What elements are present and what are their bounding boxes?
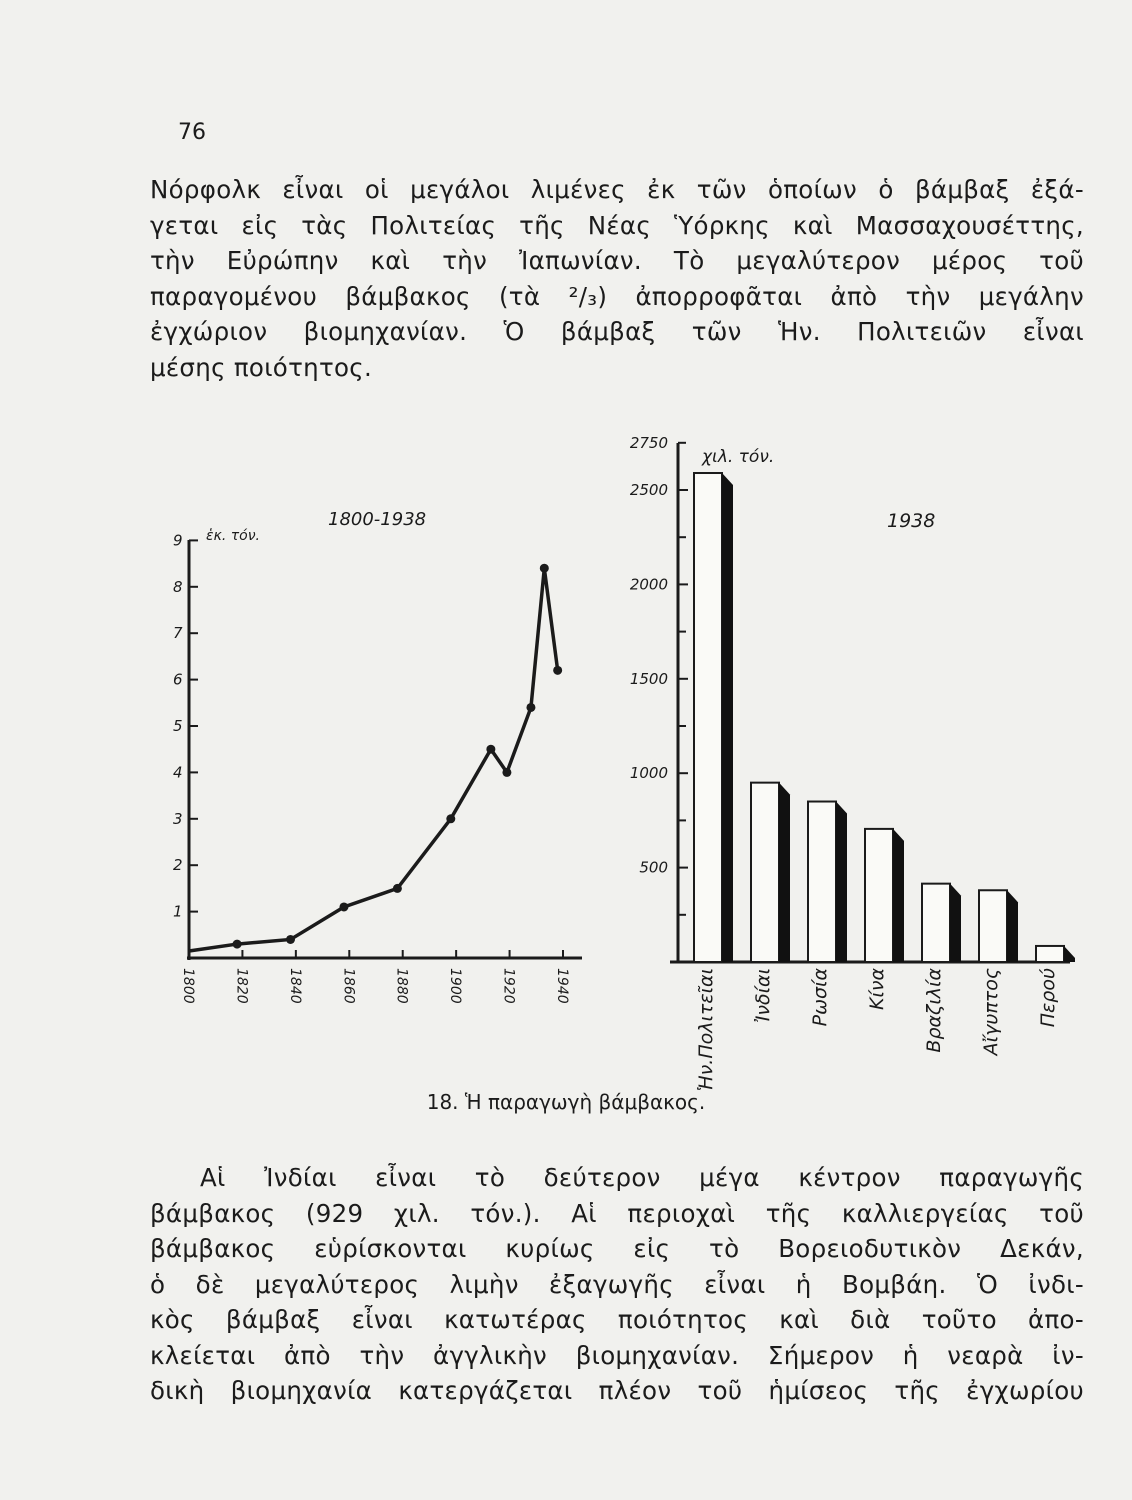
data-point <box>502 768 511 777</box>
category-label: Ἰνδίαι <box>752 968 774 1023</box>
x-tick-label: 1820 <box>233 968 250 1004</box>
bar <box>694 473 733 962</box>
line-series <box>189 568 558 951</box>
text-line: κὸς βάμβαξ εἶναι κατωτέρας ποιότητος καὶ διὰ τοῦτο ἀπο- <box>150 1305 1084 1334</box>
x-tick-label: 1800 <box>180 968 196 1004</box>
y-tick-label: 500 <box>639 858 668 877</box>
bar-chart-title: 1938 <box>887 510 936 532</box>
y-tick-label: 2500 <box>629 481 668 499</box>
bar-chart-1938 <box>630 434 1075 1091</box>
y-tick-label: 8 <box>173 577 183 596</box>
text-line: Νόρφολκ εἶναι οἱ μεγάλοι λιμένες ἐκ τῶν ὁποίων ὁ βάμβαξ ἐξά- <box>150 175 1084 204</box>
text-line: Αἱ Ἰνδίαι εἶναι τὸ δεύτερον μέγα κέντρον παραγωγῆς <box>200 1163 1084 1192</box>
data-point <box>233 940 242 949</box>
y-tick-label: 1000 <box>629 764 668 783</box>
x-tick-label: 1840 <box>286 968 303 1004</box>
y-tick-label: 6 <box>173 670 183 689</box>
y-tick-label: 2 <box>173 856 183 875</box>
bar <box>922 884 961 962</box>
data-point <box>393 884 402 893</box>
line-chart-title: 1800-1938 <box>328 509 427 530</box>
bottom-paragraph <box>150 1160 1084 1409</box>
y-tick-label: 9 <box>173 531 183 550</box>
text-line: κλείεται ἀπὸ τὴν ἀγγλικὴν βιομηχανίαν. Σήμερον ἡ νεαρὰ ἰν- <box>150 1340 1084 1370</box>
text-line: γεται εἰς τὰς Πολιτείας τῆς Νέας Ὑόρκης καὶ Μασσαχουσέττης, <box>150 210 1084 240</box>
bar <box>865 829 904 962</box>
data-point <box>553 666 562 675</box>
bar <box>1036 946 1075 962</box>
bar <box>808 802 847 962</box>
y-tick-label: 3 <box>173 809 183 828</box>
text-line: παραγομένου βάμβακος (τὰ ²/₃) ἀπορροφᾶται ἀπὸ τὴν μεγάλην <box>150 281 1084 311</box>
bar <box>751 783 790 962</box>
text-line: βάμβακος (929 χιλ. τόν.). Αἱ περιοχαὶ τῆς καλλιεργείας τοῦ <box>150 1198 1084 1228</box>
x-tick-label: 1940 <box>554 968 570 1004</box>
page-number: 76 <box>178 120 206 145</box>
category-label: Κίνα <box>866 968 888 1011</box>
text-line: μέσης ποιότητος. <box>150 352 373 382</box>
data-point <box>526 703 535 712</box>
y-tick-label: 2750 <box>629 433 668 452</box>
text-line: ὁ δὲ μεγαλύτερος λιμὴν ἐξαγωγῆς εἶναι ἡ Βομβάη. Ὁ ἰνδι- <box>150 1269 1084 1299</box>
category-label: Ρωσία <box>809 968 831 1027</box>
y-tick-label: 5 <box>173 717 183 735</box>
data-point <box>446 814 455 823</box>
category-label: Περού <box>1037 968 1059 1028</box>
y-tick-label: 1 <box>173 902 183 921</box>
line-chart-unit-label: ἑκ. τόν. <box>206 528 260 544</box>
y-tick-label: 2000 <box>629 575 668 594</box>
y-tick-label: 1500 <box>629 669 668 688</box>
bar-chart-unit-label: χιλ. τόν. <box>702 447 775 467</box>
category-label: Αἴγυπτος <box>980 968 1002 1056</box>
data-point <box>540 564 549 573</box>
y-tick-label: 4 <box>173 763 183 782</box>
data-point <box>339 902 348 911</box>
figure-caption: 18. Ἡ παραγωγὴ βάμβακος. <box>426 1090 706 1114</box>
text-line: ἐγχώριον βιομηχανίαν. Ὁ βάμβαξ τῶν Ἡν. Πολιτειῶν εἶναι <box>150 317 1084 346</box>
category-label: Βραζιλία <box>923 968 945 1053</box>
bar <box>979 890 1018 962</box>
data-point <box>286 935 295 944</box>
x-tick-label: 1900 <box>447 968 464 1004</box>
line-chart <box>173 509 582 1004</box>
data-point <box>486 745 495 754</box>
y-tick-label: 7 <box>173 624 183 643</box>
text-line: δικὴ βιομηχανία κατεργάζεται πλέον τοῦ ἡμίσεος τῆς ἐγχωρίου <box>150 1376 1084 1405</box>
category-label: Ἡν.Πολιτεῖαι <box>695 968 717 1092</box>
text-line: τὴν Εὐρώπην καὶ τὴν Ἰαπωνίαν. Τὸ μεγαλύτερον μέρος τοῦ <box>150 246 1084 275</box>
x-tick-label: 1920 <box>500 968 517 1004</box>
x-tick-label: 1880 <box>393 968 410 1004</box>
x-tick-label: 1860 <box>340 968 357 1004</box>
text-line: βάμβακος εὑρίσκονται κυρίως εἰς τὸ Βορειοδυτικὸν Δεκάν, <box>150 1234 1084 1263</box>
